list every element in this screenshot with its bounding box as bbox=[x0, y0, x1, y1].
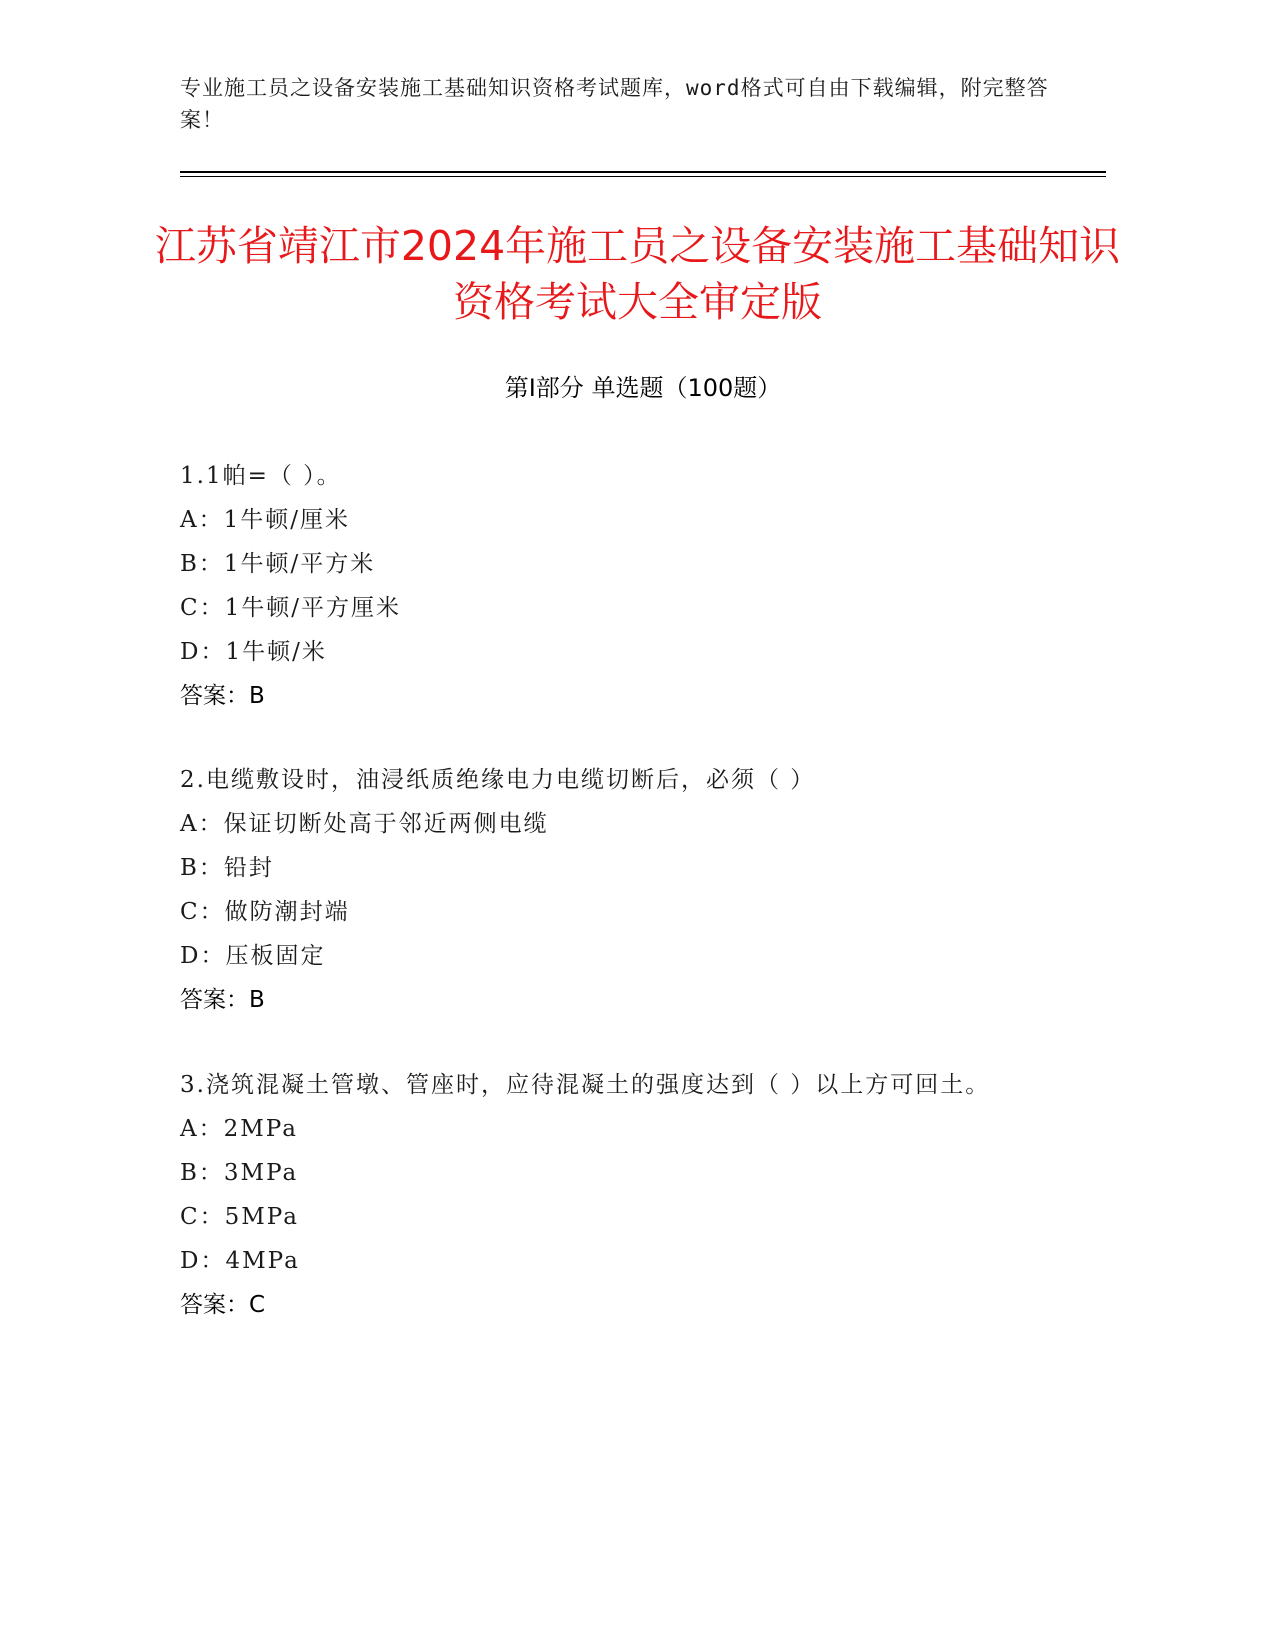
option-a: A：2MPa bbox=[180, 1116, 298, 1142]
option-b: B：1牛顿/平方米 bbox=[180, 551, 376, 577]
option-b: B：铅封 bbox=[180, 855, 274, 881]
option-d: D：压板固定 bbox=[180, 943, 326, 969]
header-note: 专业施工员之设备安装施工基础知识资格考试题库，word格式可自由下载编辑，附完整答案！ bbox=[180, 76, 1049, 132]
option-d: D：4MPa bbox=[180, 1248, 300, 1274]
option-a: A：保证切断处高于邻近两侧电缆 bbox=[180, 811, 549, 837]
question-3 bbox=[180, 1063, 1060, 1327]
header-divider-thick bbox=[180, 171, 1106, 173]
section-title: 第I部分 单选题（100题） bbox=[504, 374, 782, 402]
option-c: C：1牛顿/平方厘米 bbox=[180, 595, 401, 621]
option-c: C：做防潮封端 bbox=[180, 899, 350, 925]
question-stem: 1.1帕=（ ）。 bbox=[180, 463, 342, 489]
option-c: C：5MPa bbox=[180, 1204, 299, 1230]
header-divider-thin bbox=[180, 176, 1106, 177]
question-stem: 2.电缆敷设时，油浸纸质绝缘电力电缆切断后，必须（ ） bbox=[180, 767, 816, 793]
option-b: B：3MPa bbox=[180, 1160, 299, 1186]
document-title: 江苏省靖江市2024年施工员之设备安装施工基础知识资格考试大全审定版 bbox=[154, 222, 1121, 326]
option-d: D：1牛顿/米 bbox=[180, 639, 327, 665]
question-stem: 3.浇筑混凝土管墩、管座时，应待混凝土的强度达到（ ）以上方可回土。 bbox=[180, 1072, 991, 1098]
answer: 答案：B bbox=[180, 987, 265, 1013]
answer: 答案：C bbox=[180, 1292, 266, 1318]
option-a: A：1牛顿/厘米 bbox=[180, 507, 350, 533]
answer: 答案：B bbox=[180, 683, 265, 709]
question-2 bbox=[180, 758, 1060, 1022]
question-1 bbox=[180, 454, 1060, 718]
